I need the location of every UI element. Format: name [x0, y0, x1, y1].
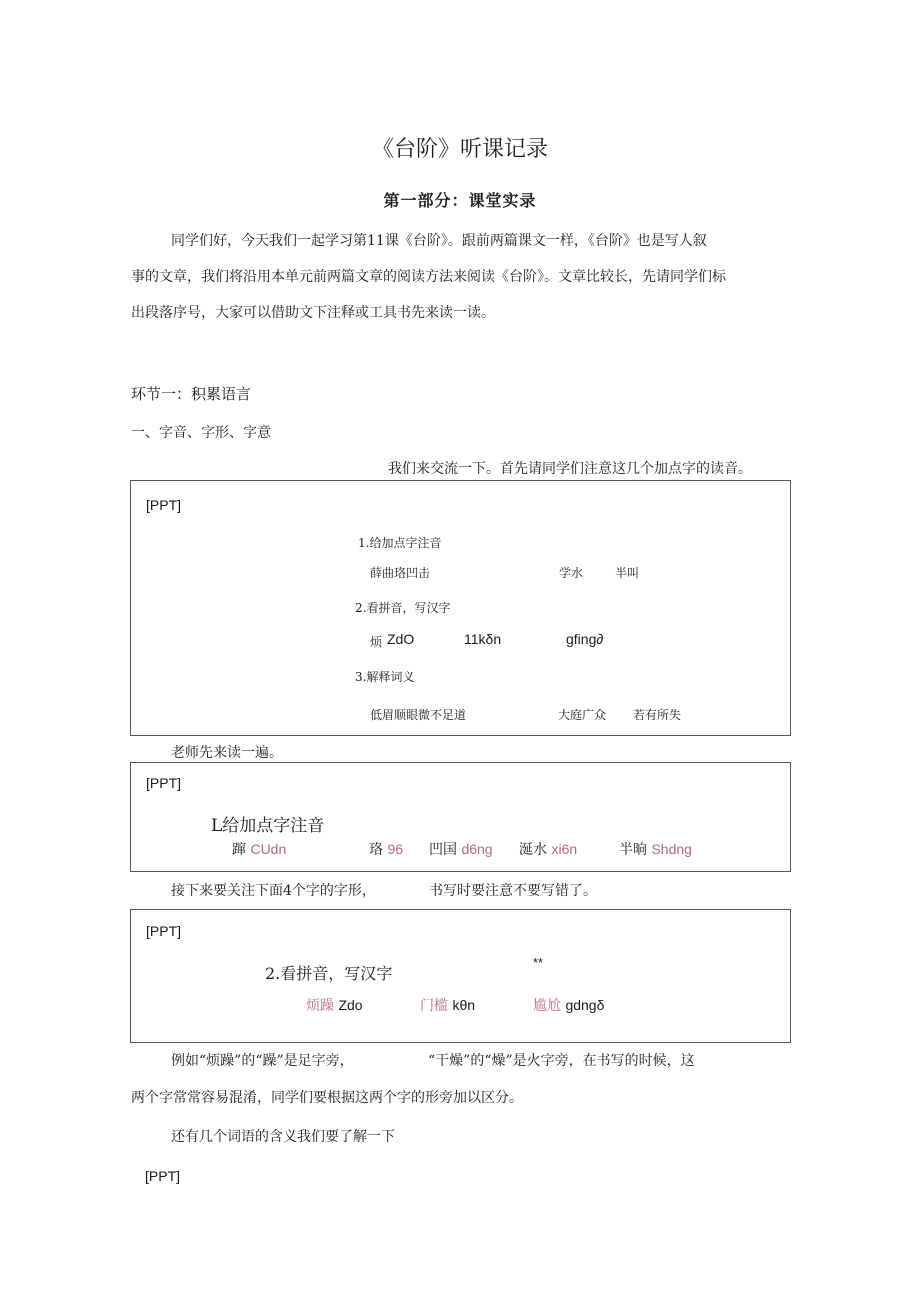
- example-line-c: 两个字常常容易混淆，同学们要根据这两个字的形旁加以区分。: [131, 1090, 523, 1106]
- ppt-label: [PPT]: [146, 775, 182, 791]
- pinyin: Shdng: [651, 841, 692, 857]
- part-heading: 第一部分：课堂实录: [383, 191, 537, 210]
- teacher-line: 老师先来读一遍。: [171, 745, 283, 761]
- box1-row-3-b: 大庭广众: [558, 708, 607, 722]
- box1-row-2-b: ZdO: [387, 631, 415, 647]
- word: 半晌: [619, 842, 647, 858]
- ppt-box-3: [130, 909, 791, 1043]
- pinyin: CUdn: [250, 841, 287, 857]
- word: 涎水: [519, 842, 547, 858]
- box3-heading: 2.看拼音，写汉字: [265, 964, 393, 983]
- box1-row-3-a: 低眉顺眼微不足道: [370, 708, 467, 722]
- box1-row-1-a: 薛曲珞凹击: [370, 566, 431, 580]
- ppt-box-2: [130, 762, 791, 872]
- ppt-label-last: [PPT]: [145, 1168, 181, 1184]
- box2-heading: L给加点字注音: [211, 816, 325, 836]
- example-line-b: “干燥”的“燥”是火字旁，在书写的时候，这: [428, 1053, 695, 1069]
- box3-word: [533, 995, 604, 1015]
- pinyin: 96: [387, 841, 404, 857]
- document-title: 《台阶》听课记录: [371, 137, 548, 162]
- box1-row-2-a: 烦: [370, 635, 383, 649]
- box1-row-3-c: 若有所失: [633, 708, 682, 722]
- word: 门槛: [420, 998, 448, 1014]
- words-line: 还有几个词语的含义我们要了解一下: [171, 1129, 395, 1145]
- box2-word: [619, 839, 692, 859]
- box3-word: [306, 995, 363, 1015]
- pinyin: d6ng: [461, 841, 493, 857]
- subsection-heading: 一、字音、字形、字意: [131, 425, 271, 441]
- box2-word: [232, 839, 286, 859]
- word: 烦躁: [306, 998, 334, 1014]
- box1-row-2-c: 11kδn: [464, 631, 502, 647]
- box1-heading-3: 3.解释词义: [355, 670, 415, 684]
- box1-row-1-c: 半叫: [615, 566, 640, 580]
- intro-line-1: 同学们好，今天我们一起学习第11课《台阶》。跟前两篇课文一样，《台阶》也是写人叙: [171, 233, 707, 249]
- example-line-a: 例如“烦躁”的“躁”是足字旁，: [171, 1053, 354, 1069]
- box1-row-1-b: 学水: [559, 566, 584, 580]
- pinyin: xi6n: [551, 841, 578, 857]
- word: 凹国: [429, 842, 457, 858]
- box3-word: [420, 995, 475, 1015]
- box1-row-2-d: gfing∂: [566, 631, 604, 647]
- box1-heading-2: 2.看拼音，写汉字: [355, 601, 451, 615]
- word: 珞: [369, 842, 383, 858]
- pinyin: gdngδ: [565, 997, 605, 1013]
- word: 蹿: [232, 842, 246, 858]
- box2-word: [429, 839, 493, 859]
- pinyin: Zdo: [338, 997, 363, 1013]
- box3-stars: **: [533, 955, 544, 970]
- box1-heading-1: 1.给加点字注音: [358, 536, 442, 550]
- box2-word: [519, 839, 577, 859]
- box2-word: [369, 839, 403, 859]
- word: 尴尬: [533, 998, 561, 1014]
- intro-line-3: 出段落序号，大家可以借助文下注释或工具书先来读一读。: [131, 305, 495, 321]
- glyph-note-line-b: 书写时要注意不要写错了。: [429, 883, 597, 899]
- ppt-label: [PPT]: [146, 923, 182, 939]
- section-heading: 环节一：积累语言: [131, 385, 252, 403]
- ppt-label: [PPT]: [146, 497, 182, 513]
- intro-line-2: 事的文章，我们将沿用本单元前两篇文章的阅读方法来阅读《台阶》。文章比较长，先请同学们标: [131, 269, 726, 285]
- ppt-box-1: [130, 480, 791, 736]
- glyph-note-line-a: 接下来要关注下面4个字的字形，: [171, 883, 376, 899]
- pinyin: kθn: [452, 997, 476, 1013]
- exchange-line: 我们来交流一下。首先请同学们注意这几个加点字的读音。: [388, 461, 752, 477]
